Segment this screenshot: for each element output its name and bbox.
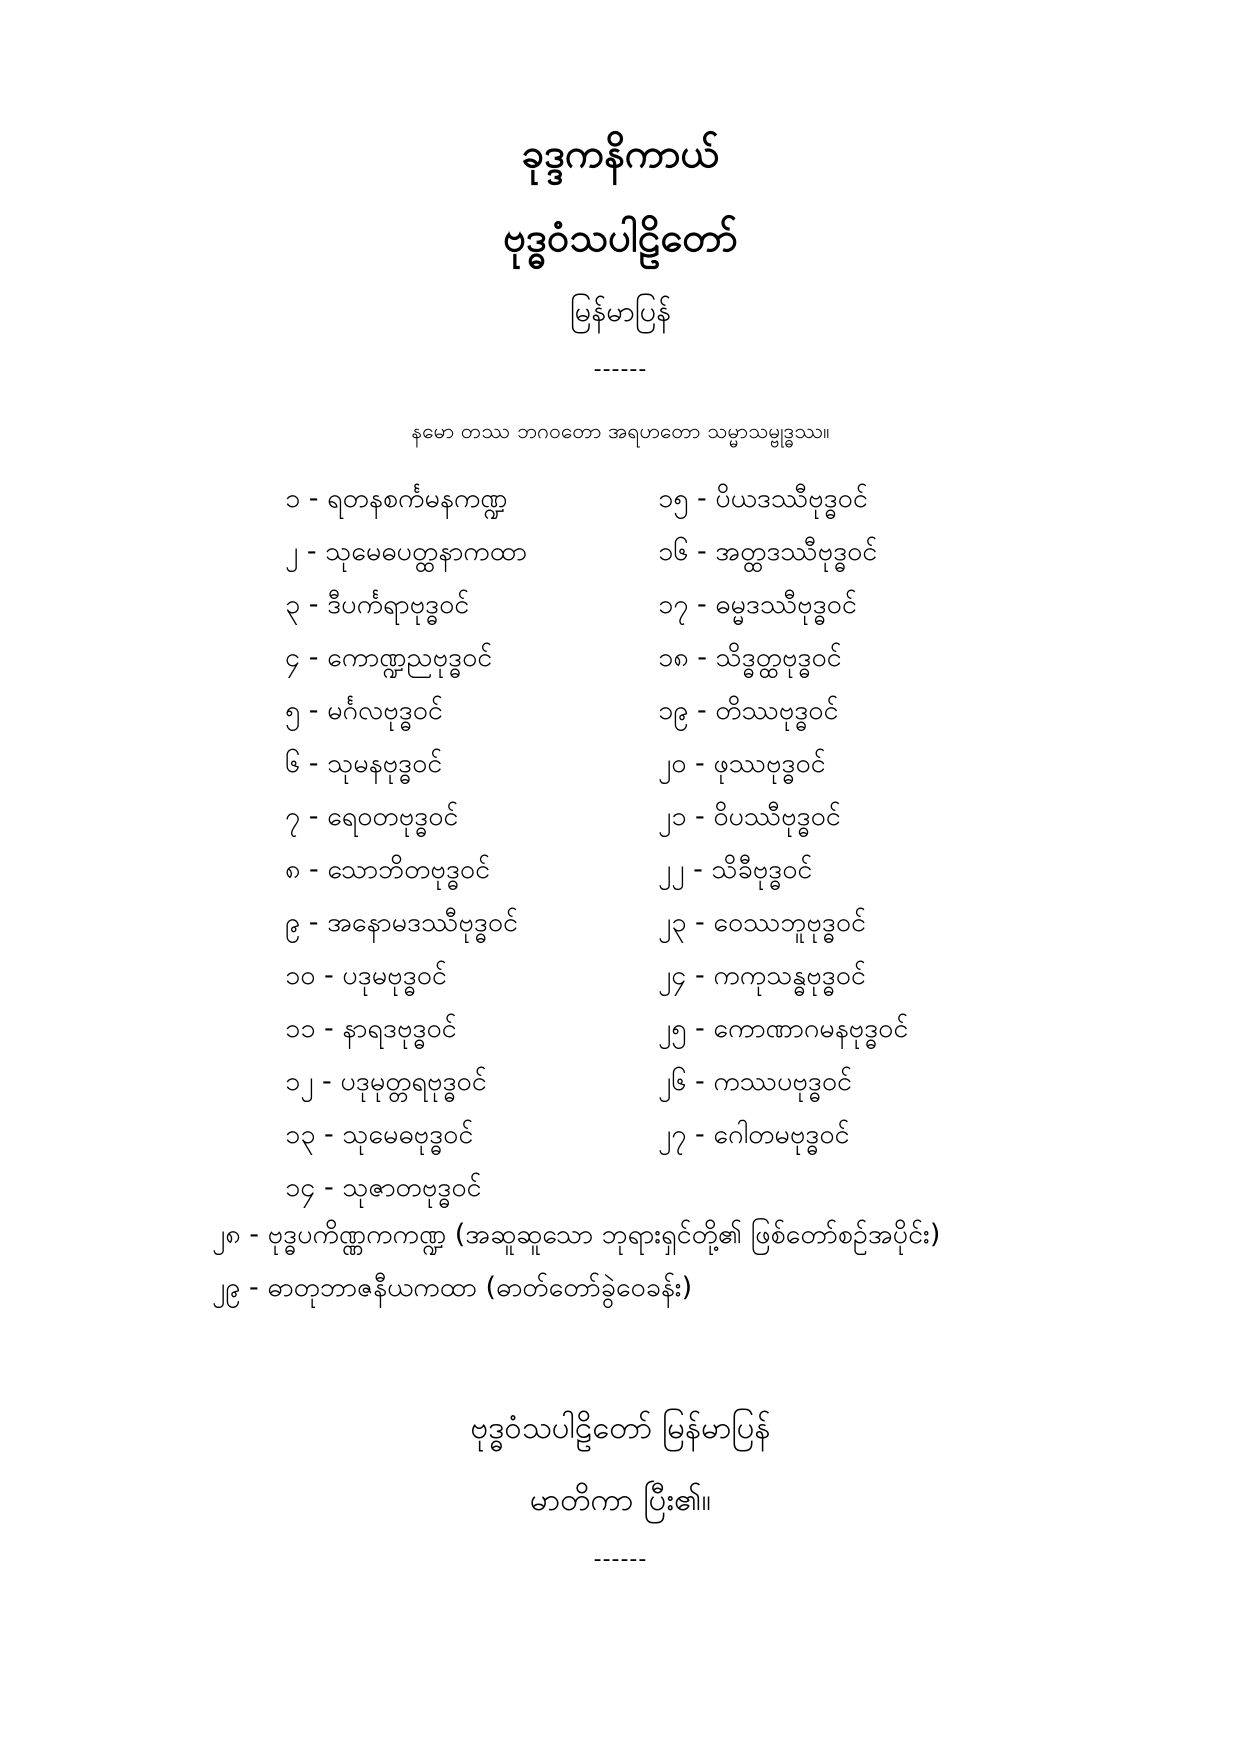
toc-item: ၂၄ - ကကုသန္ဓဗုဒ္ဓဝင် <box>658 960 866 991</box>
toc-item: ၁၄ - သုဇာတဗုဒ္ဓဝင် <box>285 1172 482 1203</box>
top-divider: ------ <box>593 357 648 382</box>
toc-item: ၂၁ - ဝိပဿီဗုဒ္ဓဝင် <box>658 801 841 832</box>
toc-item: ၁၁ - နာရဒဗုဒ္ဓဝင် <box>285 1013 457 1044</box>
toc-item: ၁၀ - ပဒုမဗုဒ္ဓဝင် <box>285 960 447 991</box>
toc-item: ၈ - သောဘိတဗုဒ္ဓဝင် <box>285 854 491 885</box>
page-title: ခုဒ္ဒကနိကာယ် <box>521 131 720 177</box>
toc-item: ၂၈ - ဗုဒ္ဓပကိဏ္ဏကကဏ္ဍ (အဆူဆူသော ဘုရားရှင်တို့၏ ဖြစ်တော်စဉ်အပိုင်း) <box>212 1219 941 1250</box>
toc-full-width-items <box>212 1208 940 1314</box>
closing-title: ဗုဒ္ဓဝံသပါဠိတော် မြန်မာပြန် <box>470 1410 771 1446</box>
toc-item: ၁၂ - ပဒုမုတ္တရဗုဒ္ဓဝင် <box>285 1066 487 1097</box>
toc-item: ၂၉ - ဓာတုဘာဇနီယကထာ (ဓာတ်တော်ခွဲဝေခန်း) <box>212 1272 693 1303</box>
toc-item: ၄ - ကောဏ္ဍညဗုဒ္ဓဝင် <box>285 642 493 673</box>
toc-item: ၂၆ - ကဿပဗုဒ္ဓဝင် <box>658 1066 853 1097</box>
translation-label: မြန်မာပြန် <box>569 294 672 328</box>
toc-item: ၂၅ - ကောဏာဂမနဗုဒ္ဓဝင် <box>658 1013 909 1044</box>
toc-item: ၁ - ရတနစင်္ကမနကဏ္ဍ <box>285 483 508 514</box>
toc-item: ၂၂ - သိခီဗုဒ္ဓဝင် <box>658 854 813 885</box>
toc-item: ၂ - သုမေဓပတ္ထနာကထာ <box>285 536 527 567</box>
toc-left-column <box>285 472 527 1214</box>
toc-item: ၃ - ဒီပင်္ကရာဗုဒ္ဓဝင် <box>285 589 470 620</box>
toc-item: ၁၇ - ဓမ္မဒဿီဗုဒ္ဓဝင် <box>658 589 857 620</box>
toc-item: ၁၆ - အတ္ထဒဿီဗုဒ္ဓဝင် <box>658 536 878 567</box>
toc-item: ၁၉ - တိဿဗုဒ္ဓဝင် <box>658 695 839 726</box>
page-subtitle-pali: ဗုဒ္ဓဝံသပါဠိတော် <box>503 215 738 261</box>
toc-item: ၇ - ရေဝတဗုဒ္ဓဝင် <box>285 801 459 832</box>
toc-right-column <box>658 472 908 1161</box>
toc-item: ၉ - အနောမဒဿီဗုဒ္ဓဝင် <box>285 907 518 938</box>
toc-item: ၁၃ - သုမေဓဗုဒ္ဓဝင် <box>285 1119 474 1150</box>
toc-item: ၁၅ - ပိယဒဿီဗုဒ္ဓဝင် <box>658 483 868 514</box>
toc-item: ၅ - မင်္ဂလဗုဒ္ဓဝင် <box>285 695 443 726</box>
toc-item: ၁၈ - သိဒ္ဓတ္ထဗုဒ္ဓဝင် <box>658 642 842 673</box>
toc-item: ၂၇ - ဂေါတမဗုဒ္ဓဝင် <box>658 1119 850 1150</box>
toc-item: ၆ - သုမနဗုဒ္ဓဝင် <box>285 748 443 779</box>
toc-item: ၂၀ - ဖုဿဗုဒ္ဓဝင် <box>658 748 826 779</box>
closing-end-note: မာတိကာ ပြီး၏။ <box>529 1482 712 1518</box>
toc-item: ၂၃ - ဝေဿဘူဗုဒ္ဓဝင် <box>658 907 867 938</box>
bottom-divider: ------ <box>593 1547 648 1572</box>
homage-line: နမော တဿ ဘဂဝတော အရဟတော သမ္မာသမ္ဗုဒ္ဓဿ။ <box>411 419 830 443</box>
